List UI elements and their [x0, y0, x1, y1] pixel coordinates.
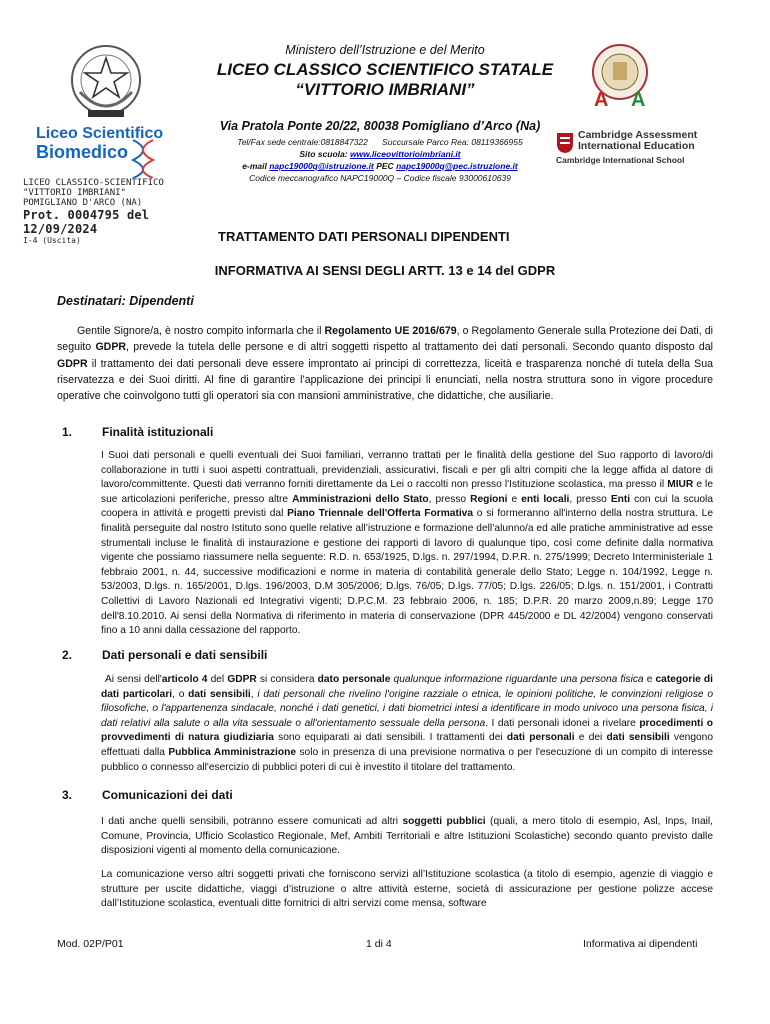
section-2-title: Dati personali e dati sensibili [102, 648, 268, 662]
document-title: TRATTAMENTO DATI PERSONALI DIPENDENTI [218, 229, 510, 244]
succursale-phone: Succursale Parco Rea: 08119366955 [382, 137, 523, 147]
school-name: “VITTORIO IMBRIANI” [295, 80, 475, 99]
email-link[interactable]: napc19000q@istruzione.it [269, 161, 374, 171]
cambridge-line1: Cambridge Assessment [578, 129, 698, 141]
biomedico-line1: Liceo Scientifico [36, 125, 164, 142]
svg-text:A: A [631, 89, 646, 110]
section-1-heading [62, 425, 213, 439]
stamp-line1: LICEO CLASSICO-SCIENTIFICO [23, 178, 164, 188]
site-link[interactable]: www.liceovittorioimbriani.it [349, 149, 461, 159]
document-subtitle: INFORMATIVA AI SENSI DEGLI ARTT. 13 e 14 del GDPR [214, 263, 556, 278]
stamp-protocol: Prot. 0004795 del 12/09/2024 [23, 208, 150, 236]
footer-page-number: 1 di 4 [366, 938, 392, 950]
section-1-body: I Suoi dati personali e quelli eventuali dei Suoi familiari, verranno trattati per le finalità della gestione del Suo rapporto di lavoro/di collaborazione in tutti i suoi aspetti contrattuali, previdenziali, assicurativi, fiscali e per gli altri compiti che la legge affida al datore di lavoro/committente. Questi dati verranno forniti direttamente da Lei o raccolti non presso l'Istituzione scolastica, ma presso il MIUR e le sue articolazioni periferiche, presso altre Amministrazioni dello Stato, presso Regioni e enti locali, presso Enti con cui la scuola coopera in attività e progetti previsti dal Piano Triennale dell'Offerta Formativa o si formeranno all'interno della nostra struttura. Le finalità perseguite dal nostro Istituto sono quelle relative all’istruzione e formazione dell’alunno/a ed alle pratiche amministrative ad esse strumentali incluse le finalità di instaurazione e gestione dei rapporti di lavoro di qualunque tipo, così come definite dalla normativa vigente che possiamo riassumere nella seguente: R.D. n. 653/1925, D.lgs. n. 297/1994, D.P.R. n. 275/1999; Decreto Interministeriale 1 febbraio 2001, n. 44, successive modificazioni e norme in materia di contabilità generale dello Stato; Legge n. 104/1992, Legge n. 53/2003, D.lgs. n. 165/2001, D.lgs. 196/2003, D.M 305/2006; D.lgs. 76/05; D.lgs. 77/05; D.lgs. 226/05; D.lgs. n. 151/2001, i Contratti Collettivi di Lavoro Nazionali ed Integrativi vigenti; D.P.C.M. 23 febbraio 2006, n. 185; D.P.R. 20 marzo 2009,n.89; Legge 170 dell'8.10.2010. Ai sensi della Normativa di riferimento in materia di conservazione (DPR 445/2000 e DL 42/2004) vengono conservati fino a 10 anni dalla cessazione del rapporto. [101, 450, 713, 637]
stamp-line2: "VITTORIO IMBRIANI" [23, 188, 126, 198]
section-2-heading [62, 648, 267, 662]
section-3-body-2: La comunicazione verso altri soggetti privati che forniscono servizi all’Istituzione scolastica (a titolo di esempio, agenzie di viaggio e strutture per uscite didattiche, viaggi d’istruzione o altre attività esterne, società di assicurazione per gestione polizze accese dall’Istituzione scolastica, eventuali ditte fornitrici di altri servizi come mensa, software [101, 869, 713, 910]
site-label: Sito scuola: [299, 149, 350, 159]
ministry-name: Ministero dell’Istruzione e del Merito [285, 43, 485, 57]
svg-text:A: A [594, 89, 609, 110]
phone-line [200, 137, 560, 147]
section-2-body: Ai sensi dell'articolo 4 del GDPR si considera dato personale qualunque informazione riguardante una persona fisica e categorie di dati particolari, o dati sensibili, i dati personali che rivelino l'origine razziale o etnica, le opinioni politiche, le convinzioni religiose o filosofiche, o l'appartenenza sindacale, nonché i dati genetici, i dati biometrici intesi a identificare in modo univoco una persona fisica, i dati relativi alla salute o alla vita sessuale o all'orientamento sessuale della persona. I dati personali idonei a rivelare procedimenti o provvedimenti di natura giudiziaria sono equiparati ai dati sensibili. I trattamenti dei dati personali e dei dati sensibili vengono effettuati dalla Pubblica Amministrazione solo in presenza di una previsione normativa o per l'esecuzione di un compito di interesse pubblico o connesso all'esercizio di pubblici poteri di cui è investito il titolare del trattamento. [101, 674, 713, 773]
site-line [200, 149, 560, 159]
section-2-number: 2. [62, 648, 73, 662]
school-type: LICEO CLASSICO SCIENTIFICO STATALE [216, 60, 554, 79]
email-label: e-mail [242, 161, 270, 171]
section-3-heading [62, 788, 233, 802]
cambridge-line2: International Education [578, 140, 695, 152]
intro-paragraph: Gentile Signore/a, è nostro compito informarla che il Regolamento UE 2016/679, o Regolamento Generale sulla Protezione dei Dati, di seguito GDPR, prevede la tutela delle persone e di altri soggetti rispetto al trattamento dei dati personali. Secondo quanto disposto dal GDPR il trattamento dei dati personali deve essere improntato ai principi di correttezza, liceità e trasparenza nonché di tutela della Sua riservatezza e dei Suoi diritti. Al fine di garantire l’applicazione dei principi li enunciati, nella nostra struttura sono in vigore procedure operative che coinvolgono tutti gli operatori sia con mansioni amministrative, che didattiche, che ausiliarie. [57, 325, 714, 403]
pec-link[interactable]: napc19000q@pec.istruzione.it [396, 161, 518, 171]
section-1-title: Finalità istituzionali [102, 425, 214, 439]
section-3-body-1: I dati anche quelli sensibili, potranno essere comunicati ad altri soggetti pubblici (quali, a mero titolo di esempio, Asl, Inps, Inail, Comune, Provincia, Ufficio Scolastico Regionale, Mef, Ambiti Territoriali e altre Istituzioni Scolastiche) secondo quanto previsto dalle disposizioni vigenti al momento della comunicazione. [101, 816, 713, 857]
section-1-number: 1. [62, 425, 73, 439]
email-line [200, 161, 560, 171]
pec-label: PEC [373, 161, 397, 171]
cambridge-logo [556, 130, 726, 166]
protocol-stamp [23, 178, 219, 245]
cambridge-line3: Cambridge International School [556, 155, 685, 165]
liceo-biomedico-logo [36, 124, 166, 166]
stamp-line5: I-4 (Uscita) [23, 236, 81, 245]
section-3-title: Comunicazioni dei dati [102, 788, 233, 802]
footer-model: Mod. 02P/P01 [57, 938, 124, 950]
codes-line: Codice meccanografico NAPC19000Q – Codice fiscale 93000610639 [249, 173, 511, 183]
footer-doc-name: Informativa ai dipendenti [583, 938, 698, 950]
biomedico-line2: Biomedico [36, 142, 129, 162]
section-3-number: 3. [62, 788, 73, 802]
stamp-line3: POMIGLIANO D'ARCO (NA) [23, 198, 143, 208]
phone: Tel/Fax sede centrale:0818847322 [237, 137, 368, 147]
recipients: Destinatari: Dipendenti [57, 294, 194, 308]
school-address: Via Pratola Ponte 20/22, 80038 Pomigliano d’Arco (Na) [219, 119, 541, 133]
